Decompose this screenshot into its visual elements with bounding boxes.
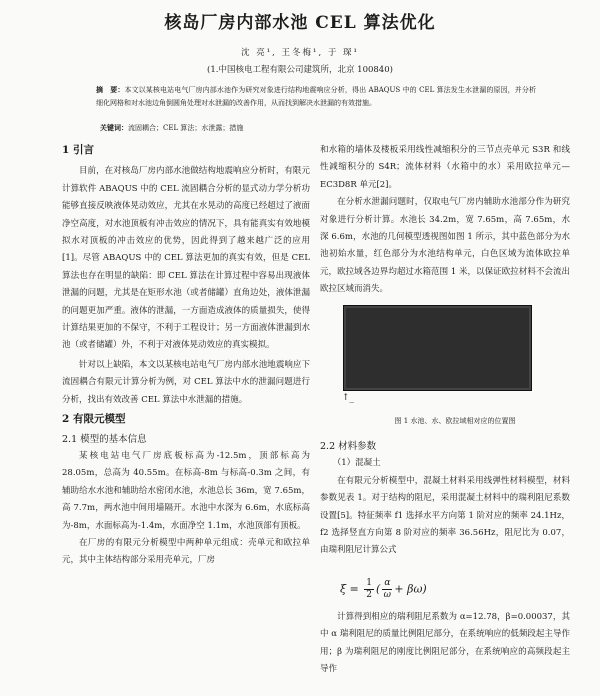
- right-column-top: [320, 142, 570, 299]
- section-2-1-heading: 2.1 模型的基本信息: [62, 433, 147, 445]
- intro-paragraph-1: 目前，在对核岛厂房内部水池做结构地震响应分析时，有限元计算软件 ABAQUS 中的 CEL 流固耦合分析的显式动力学分析功能够直接反映液体晃动效应，尤其在水晃动的高度已经超过了液面净空高度，对水池顶板有冲击效应的情况下，具有能真实有效地模拟水对顶板的冲击效应的优势，因此得到了越来越广泛的应用[1]。尽管 ABAQUS 中的 CEL 算法更加的真实有效，但是 CEL 算法也存在明显的缺陷：即 CEL 算法在计算过程中容易出现液体泄漏的问题，尤其是在矩形水池（或者储罐）直角边处，液体泄漏的问题更加严重。液体的泄漏，一方面造成液体的质量损失，使得计算结果更加的不保守，不利于工程设计；另一方面液体泄漏到水池（或者储罐）外，不利于对液体晃动效应的真实模拟。: [62, 166, 310, 351]
- element-paragraph: 和水箱的墙体及楼板采用线性减缩积分的三节点壳单元 S3R 和线性减缩积分的 S4R；流体材料（水箱中的水）采用欧拉单元—EC3D8R 单元[2]。: [320, 145, 570, 190]
- keywords-text: 流固耦合；CEL 算法；水泄露；措施: [128, 124, 244, 132]
- section-1-heading: 1 引言: [62, 144, 94, 156]
- abstract-label: 摘 要：: [96, 85, 125, 94]
- left-column: [62, 142, 310, 570]
- damping-paragraph: 计算得到相应的瑞利阻尼系数为 α=12.78，β=0.00037，其中 α 瑞利阻尼的质量比例阻尼部分，在系统响应的低频段起主导作用；β 为瑞利阻尼的刚度比例阻尼部分，在系统响应的高频段起主导作: [320, 612, 570, 675]
- model-paragraph-2: 在厂房的有限元分析模型中两种单元组成：壳单元和欧拉单元，其中主体结构部分采用壳单元，厂房: [62, 537, 310, 566]
- formula-half-den: 2: [366, 590, 373, 600]
- section-2-2-heading: 2.2 材料参数: [320, 441, 377, 452]
- figure-1-caption: 图 1 水池、水、欧拉域相对应的位置图: [394, 417, 516, 425]
- formula-alpha-num: α: [384, 578, 391, 588]
- affiliation: (1.中国核电工程有限公司建筑所，北京 100840): [207, 65, 393, 75]
- formula-rest: + βω): [394, 582, 427, 596]
- section-2-2-1-heading: （1）混凝土: [332, 458, 381, 469]
- abstract: [96, 84, 536, 109]
- formula-alpha-frac: [382, 578, 392, 601]
- keywords-label: 关键词：: [100, 123, 128, 132]
- figure-1-image: [343, 305, 532, 391]
- right-column-end: [320, 609, 570, 679]
- rayleigh-formula: [340, 578, 427, 601]
- formula-half-num: 1: [366, 578, 373, 588]
- formula-lhs: ξ =: [340, 582, 359, 596]
- model-paragraph-1: 某核电站电气厂房底板标高为-12.5m，顶部标高为 28.05m，总高为 40.55m。在标高-8m 与标高-0.3m 之间，有辅助给水水池和辅助给水密闭水池，水池总长 36m，宽 7.65m，高 7.7m，两水池中间用墙隔开。水池中水深为 6.6m，水底标高为-8m，水面标高为-1.4m，水面净空 1.1m，水池顶部有顶板。: [62, 450, 310, 531]
- paper-title: 核岛厂房内部水池 CEL 算法优化: [164, 13, 436, 33]
- formula-half: [364, 578, 374, 601]
- leak-paragraph: 在分析水泄漏问题时，仅取电气厂房内辅助水池部分作为研究对象进行分析计算。水池长 34.2m，宽 7.65m，高 7.65m，水深 6.6m，水池的几何模型透视图如图 1 所示，其中蓝色部分为水池初始水量，红色部分为水池结构单元，白色区域为流体欧拉单元，欧拉域各边界均超过水箱范围 1 米，以保证欧拉材料不会流出欧拉区域而消失。: [320, 197, 570, 295]
- axis-glyph: ↑_: [342, 393, 355, 403]
- formula-open-paren: (: [376, 582, 381, 596]
- right-column-bottom: [320, 438, 570, 560]
- intro-paragraph-2: 针对以上缺陷，本文以某核电站电气厂房内部水池地震响应下流固耦合有限元计算分析为例，对 CEL 算法中水的泄漏问题进行分析，找出有效改善 CEL 算法中水泄漏的措施。: [62, 359, 310, 405]
- authors: 沈 亮¹, 王冬梅¹, 于 琛¹: [241, 48, 359, 58]
- abstract-text: 本文以某核电站电气厂房内部水池作为研究对象进行结构地震响应分析，得出 ABAQUS 中的 CEL 算法发生水泄漏的原因，并分析细化网格和对水池边角倒圆角处理对水泄漏的改善作用，从而找到解决水泄漏的有效措施。: [96, 86, 537, 107]
- keywords: [100, 123, 520, 133]
- material-paragraph: 在有限元分析模型中，混凝土材料采用线弹性材料模型，材料参数见表 1。对于结构的阻尼，采用混凝土材料中的瑞利阻尼系数设置[5]。特征频率 f1 选择水平方向第 1 阶对应的频率 24.1Hz，f2 选择竖直方向第 8 阶对应的频率 36.56Hz，阻尼比为 0.07，由瑞利阻尼计算公式: [320, 475, 570, 556]
- section-2-heading: 2 有限元模型: [62, 413, 126, 426]
- formula-alpha-den: ω: [383, 590, 392, 600]
